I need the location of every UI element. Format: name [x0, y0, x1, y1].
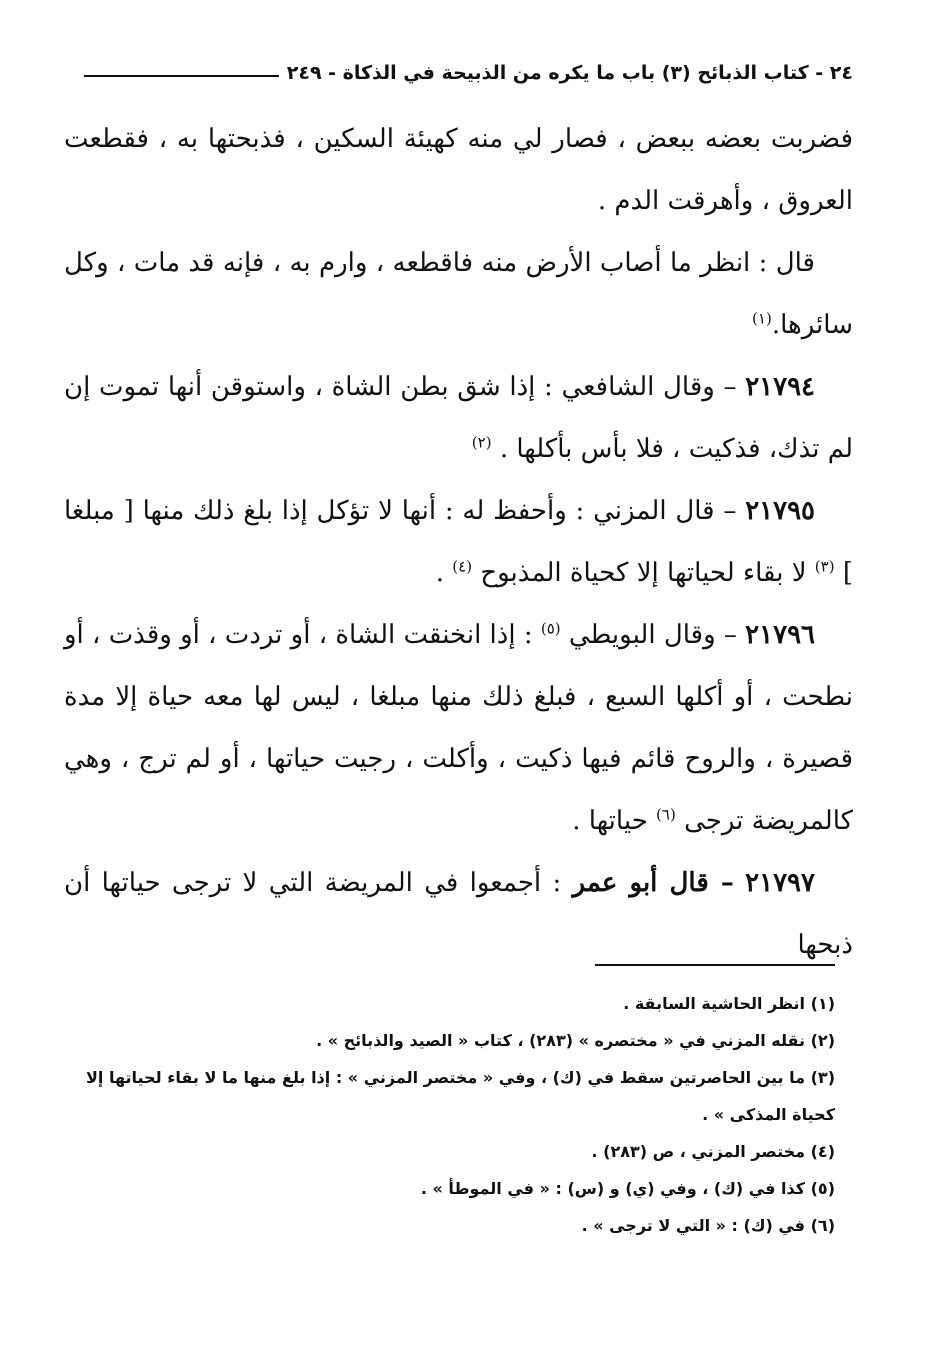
paragraph-number: ٢١٧٩٦ [745, 620, 815, 650]
header-title: ٢٤ - كتاب الذبائح (٣) باب ما يكره من الذبيحة في الذكاة - ٢٤٩ [286, 62, 853, 84]
paragraph-text: : أجمعوا في المريضة التي لا ترجى حياتها أن ذبحها [64, 868, 853, 960]
numbered-paragraph [64, 480, 853, 604]
footnote-ref[interactable]: (٥) [540, 619, 561, 638]
paragraph-text: – وقال البويطي [568, 620, 737, 650]
paragraph-text: – قال المزني : وأحفظ له : أنها لا تؤكل إذا بلغ ذلك منها [ مبلغا ] [64, 496, 853, 588]
footnote: (١) انظر الحاشية السابقة . [623, 994, 835, 1013]
footnote-ref[interactable]: (٣) [814, 557, 835, 576]
paragraph-number: ٢١٧٩٥ [745, 496, 816, 526]
footnote-separator [595, 964, 835, 966]
numbered-paragraph [64, 852, 853, 976]
paragraph-text: قال : انظر ما أصاب الأرض منه فاقطعه ، وارم به ، فإنه قد مات ، وكل سائرها. [64, 248, 853, 340]
footnote: (٤) مختصر المزني ، ص (٢٨٣) . [591, 1142, 835, 1161]
footnote: (٦) في (ك) : « التي لا ترجى » . [581, 1216, 835, 1235]
running-header [84, 56, 853, 90]
footnote-ref[interactable]: (٦) [656, 805, 676, 824]
paragraph-text: لا بقاء لحياتها إلا كحياة المذبوح [480, 558, 807, 588]
paragraph-number: ٢١٧٩٤ [745, 372, 816, 402]
paragraph-number: ٢١٧٩٧ [745, 868, 815, 898]
numbered-paragraph [64, 604, 853, 852]
footnote: (٢) نقله المزني في « مختصره » (٢٨٣) ، كتاب « الصيد والذبائح » . [316, 1031, 835, 1050]
paragraph-text: حياتها . [572, 806, 648, 836]
paragraph-text: : إذا انخنقت الشاة ، أو تردت ، أو وقذت ، أو نطحت ، أو أكلها السبع ، فبلغ ذلك منها مبلغا ، ليس لها معه حياة إلا مدة قصيرة ، والروح قائم فيها ذكيت ، وأكلت ، رجيت حياتها ، أو لم ترج ، وهي كالمريضة ترجى [64, 620, 853, 836]
numbered-paragraph [64, 356, 853, 480]
paragraph-continuation [64, 108, 853, 232]
speaker-name: – قال أبو عمر [572, 868, 734, 898]
footnote: (٣) ما بين الحاصرتين سقط في (ك) ، وفي « مختصر المزني » : إذا بلغ منها ما لا بقاء لحياتها إلا كحياة المذكى » . [86, 1068, 835, 1124]
paragraph-text: . [435, 558, 445, 588]
paragraph [64, 232, 853, 356]
footnote-ref[interactable]: (٢) [471, 433, 492, 452]
header-rule [84, 75, 279, 77]
paragraph-text: فضربت بعضه ببعض ، فصار لي منه كهيئة السكين ، فذبحتها به ، فقطعت العروق ، وأهرقت الدم . [64, 124, 853, 216]
footnote-ref[interactable]: (٤) [452, 557, 473, 576]
footnote: (٥) كذا في (ك) ، وفي (ي) و (س) : « في الموطأ » . [420, 1179, 835, 1198]
main-text [64, 108, 853, 976]
paragraph-text: – وقال الشافعي : إذا شق بطن الشاة ، واستوقن أنها تموت إن لم تذك، فذكيت ، فلا بأس بأكلها . [64, 372, 853, 464]
footnotes [64, 985, 835, 1244]
footnote-ref[interactable]: (١) [752, 309, 772, 328]
